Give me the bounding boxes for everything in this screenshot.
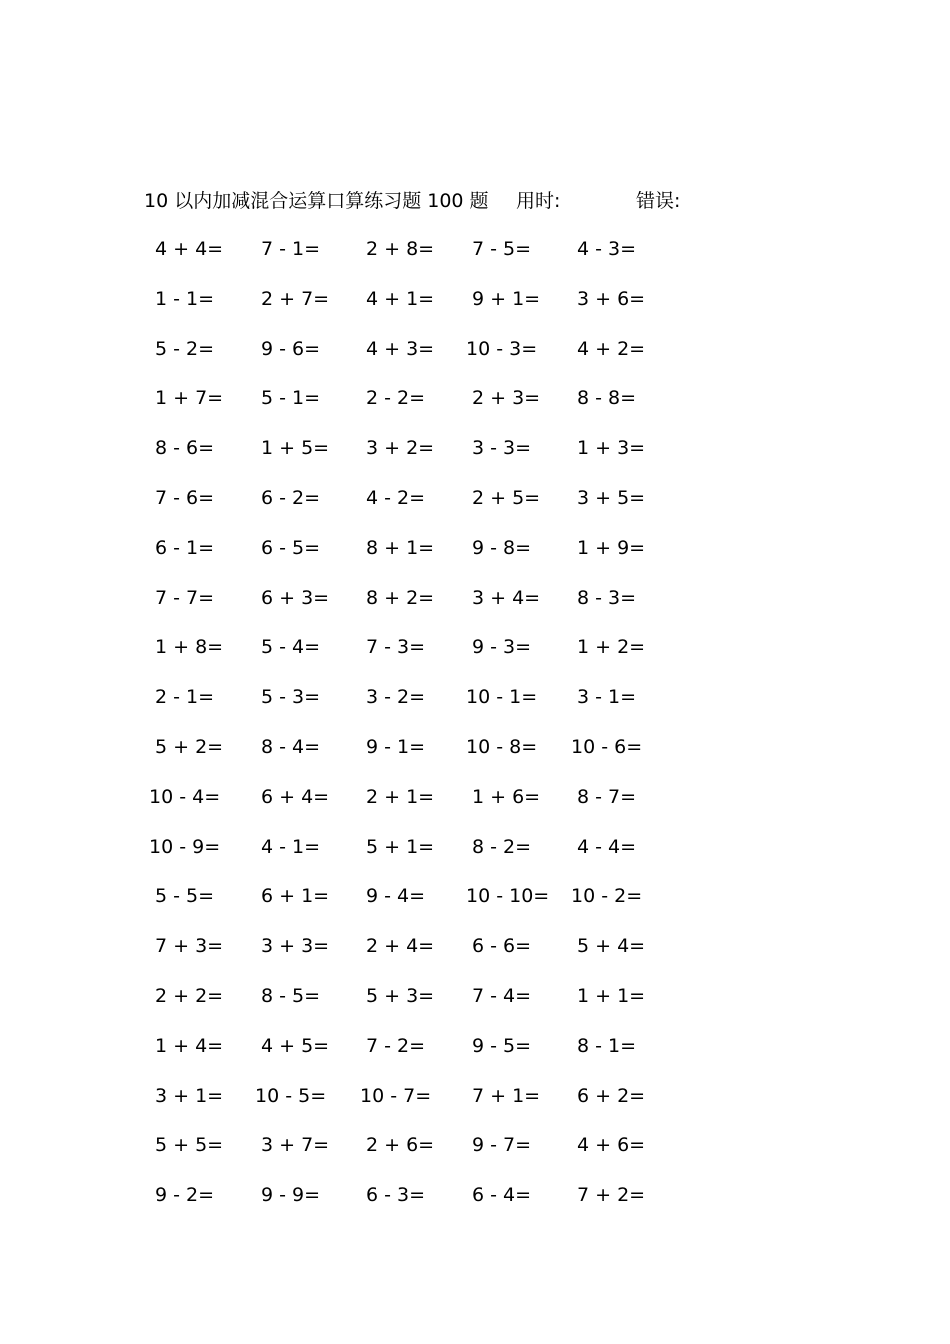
problem-item: 5 - 4= bbox=[261, 636, 321, 659]
problem-item: 2 + 8= bbox=[366, 238, 435, 260]
problem-item: 5 + 1= bbox=[366, 835, 435, 858]
problem-item: 4 + 3= bbox=[366, 337, 435, 360]
problem-item: 4 + 2= bbox=[577, 337, 646, 360]
problem-item: 10 - 4= bbox=[149, 785, 221, 808]
problem-item: 3 + 1= bbox=[155, 1084, 224, 1107]
problem-item: 8 + 2= bbox=[366, 586, 435, 609]
problem-item: 6 + 3= bbox=[261, 586, 330, 609]
problem-item: 2 + 3= bbox=[472, 387, 541, 410]
problem-row bbox=[0, 1031, 950, 1081]
problem-item: 3 - 3= bbox=[472, 437, 532, 460]
problem-grid bbox=[0, 234, 950, 1230]
problem-item: 4 - 1= bbox=[261, 835, 321, 858]
problem-item: 2 + 4= bbox=[366, 935, 435, 958]
problem-row bbox=[0, 782, 950, 832]
problem-item: 8 - 7= bbox=[577, 785, 637, 808]
problem-item: 6 - 5= bbox=[261, 536, 321, 559]
problem-row bbox=[0, 234, 950, 284]
problem-item: 5 + 3= bbox=[366, 984, 435, 1007]
problem-row bbox=[0, 931, 950, 981]
problem-item: 9 - 6= bbox=[261, 337, 321, 360]
problem-item: 10 - 6= bbox=[571, 735, 643, 758]
problem-item: 7 + 1= bbox=[472, 1084, 541, 1107]
problem-item: 1 + 8= bbox=[155, 636, 224, 659]
problem-item: 6 - 4= bbox=[472, 1184, 532, 1207]
problem-row bbox=[0, 284, 950, 334]
problem-item: 5 - 1= bbox=[261, 387, 321, 410]
problem-row bbox=[0, 483, 950, 533]
problem-row bbox=[0, 682, 950, 732]
problem-item: 9 - 3= bbox=[472, 636, 532, 659]
problem-row bbox=[0, 732, 950, 782]
problem-row bbox=[0, 881, 950, 931]
problem-item: 1 + 5= bbox=[261, 437, 330, 460]
problem-item: 6 + 2= bbox=[577, 1084, 646, 1107]
problem-item: 8 - 2= bbox=[472, 835, 532, 858]
problem-item: 10 - 5= bbox=[255, 1084, 327, 1107]
problem-item: 9 - 7= bbox=[472, 1134, 532, 1157]
problem-item: 6 - 6= bbox=[472, 935, 532, 958]
problem-item: 10 - 3= bbox=[466, 337, 538, 360]
problem-item: 6 - 3= bbox=[366, 1184, 426, 1207]
problem-item: 4 + 6= bbox=[577, 1134, 646, 1157]
problem-item: 2 + 5= bbox=[472, 486, 541, 509]
problem-row bbox=[0, 383, 950, 433]
problem-item: 10 - 8= bbox=[466, 735, 538, 758]
problem-item: 5 - 5= bbox=[155, 885, 215, 908]
problem-item: 8 - 3= bbox=[577, 586, 637, 609]
problem-item: 1 + 2= bbox=[577, 636, 646, 659]
problem-item: 5 + 4= bbox=[577, 935, 646, 958]
problem-item: 6 + 1= bbox=[261, 885, 330, 908]
problem-row bbox=[0, 1130, 950, 1180]
problem-item: 10 - 2= bbox=[571, 885, 643, 908]
problem-item: 7 - 7= bbox=[155, 586, 215, 609]
problem-item: 7 - 2= bbox=[366, 1034, 426, 1057]
errors-label: 错误: bbox=[636, 190, 681, 212]
problem-item: 4 + 1= bbox=[366, 287, 435, 310]
problem-item: 9 - 8= bbox=[472, 536, 532, 559]
problem-item: 2 + 1= bbox=[366, 785, 435, 808]
problem-row bbox=[0, 433, 950, 483]
problem-item: 10 - 9= bbox=[149, 835, 221, 858]
problem-item: 1 + 6= bbox=[472, 785, 541, 808]
problem-item: 5 + 2= bbox=[155, 735, 224, 758]
problem-item: 9 - 2= bbox=[155, 1184, 215, 1207]
problem-item: 9 - 9= bbox=[261, 1184, 321, 1207]
problem-item: 3 + 6= bbox=[577, 287, 646, 310]
problem-item: 6 - 1= bbox=[155, 536, 215, 559]
problem-item: 4 - 3= bbox=[577, 238, 637, 260]
problem-item: 7 - 1= bbox=[261, 238, 321, 260]
problem-row bbox=[0, 533, 950, 583]
problem-item: 8 - 8= bbox=[577, 387, 637, 410]
problem-item: 1 + 9= bbox=[577, 536, 646, 559]
problem-item: 2 - 2= bbox=[366, 387, 426, 410]
problem-item: 3 + 5= bbox=[577, 486, 646, 509]
problem-item: 1 - 1= bbox=[155, 287, 215, 310]
problem-item: 10 - 7= bbox=[360, 1084, 432, 1107]
problem-item: 1 + 3= bbox=[577, 437, 646, 460]
problem-row bbox=[0, 981, 950, 1031]
problem-item: 4 + 4= bbox=[155, 238, 224, 260]
problem-row bbox=[0, 334, 950, 384]
problem-item: 7 - 6= bbox=[155, 486, 215, 509]
problem-item: 8 - 4= bbox=[261, 735, 321, 758]
problem-item: 5 - 2= bbox=[155, 337, 215, 360]
problem-item: 1 + 4= bbox=[155, 1034, 224, 1057]
problem-item: 9 - 4= bbox=[366, 885, 426, 908]
problem-item: 1 + 7= bbox=[155, 387, 224, 410]
problem-item: 10 - 1= bbox=[466, 686, 538, 709]
problem-item: 8 + 1= bbox=[366, 536, 435, 559]
problem-item: 6 + 4= bbox=[261, 785, 330, 808]
problem-item: 8 - 6= bbox=[155, 437, 215, 460]
problem-item: 2 + 6= bbox=[366, 1134, 435, 1157]
problem-row bbox=[0, 832, 950, 882]
problem-item: 3 + 2= bbox=[366, 437, 435, 460]
problem-row bbox=[0, 632, 950, 682]
problem-item: 10 - 10= bbox=[466, 885, 550, 908]
problem-item: 9 + 1= bbox=[472, 287, 541, 310]
problem-item: 3 - 1= bbox=[577, 686, 637, 709]
problem-item: 4 - 2= bbox=[366, 486, 426, 509]
problem-row bbox=[0, 1180, 950, 1230]
problem-item: 8 - 1= bbox=[577, 1034, 637, 1057]
problem-item: 8 - 5= bbox=[261, 984, 321, 1007]
problem-item: 2 + 7= bbox=[261, 287, 330, 310]
problem-item: 7 - 5= bbox=[472, 238, 532, 260]
problem-item: 3 + 7= bbox=[261, 1134, 330, 1157]
problem-row bbox=[0, 1081, 950, 1131]
problem-item: 5 + 5= bbox=[155, 1134, 224, 1157]
problem-item: 2 - 1= bbox=[155, 686, 215, 709]
problem-item: 6 - 2= bbox=[261, 486, 321, 509]
problem-item: 9 - 5= bbox=[472, 1034, 532, 1057]
problem-row bbox=[0, 583, 950, 633]
problem-item: 7 + 2= bbox=[577, 1184, 646, 1207]
worksheet-header bbox=[144, 186, 844, 216]
worksheet-title: 10 以内加减混合运算口算练习题 100 题 bbox=[144, 190, 489, 212]
problem-item: 4 - 4= bbox=[577, 835, 637, 858]
problem-item: 4 + 5= bbox=[261, 1034, 330, 1057]
problem-item: 9 - 1= bbox=[366, 735, 426, 758]
problem-item: 7 - 3= bbox=[366, 636, 426, 659]
problem-item: 5 - 3= bbox=[261, 686, 321, 709]
problem-item: 3 + 4= bbox=[472, 586, 541, 609]
problem-item: 3 - 2= bbox=[366, 686, 426, 709]
time-used-label: 用时: bbox=[516, 190, 561, 212]
problem-item: 7 + 3= bbox=[155, 935, 224, 958]
problem-item: 2 + 2= bbox=[155, 984, 224, 1007]
problem-item: 3 + 3= bbox=[261, 935, 330, 958]
problem-item: 7 - 4= bbox=[472, 984, 532, 1007]
problem-item: 1 + 1= bbox=[577, 984, 646, 1007]
